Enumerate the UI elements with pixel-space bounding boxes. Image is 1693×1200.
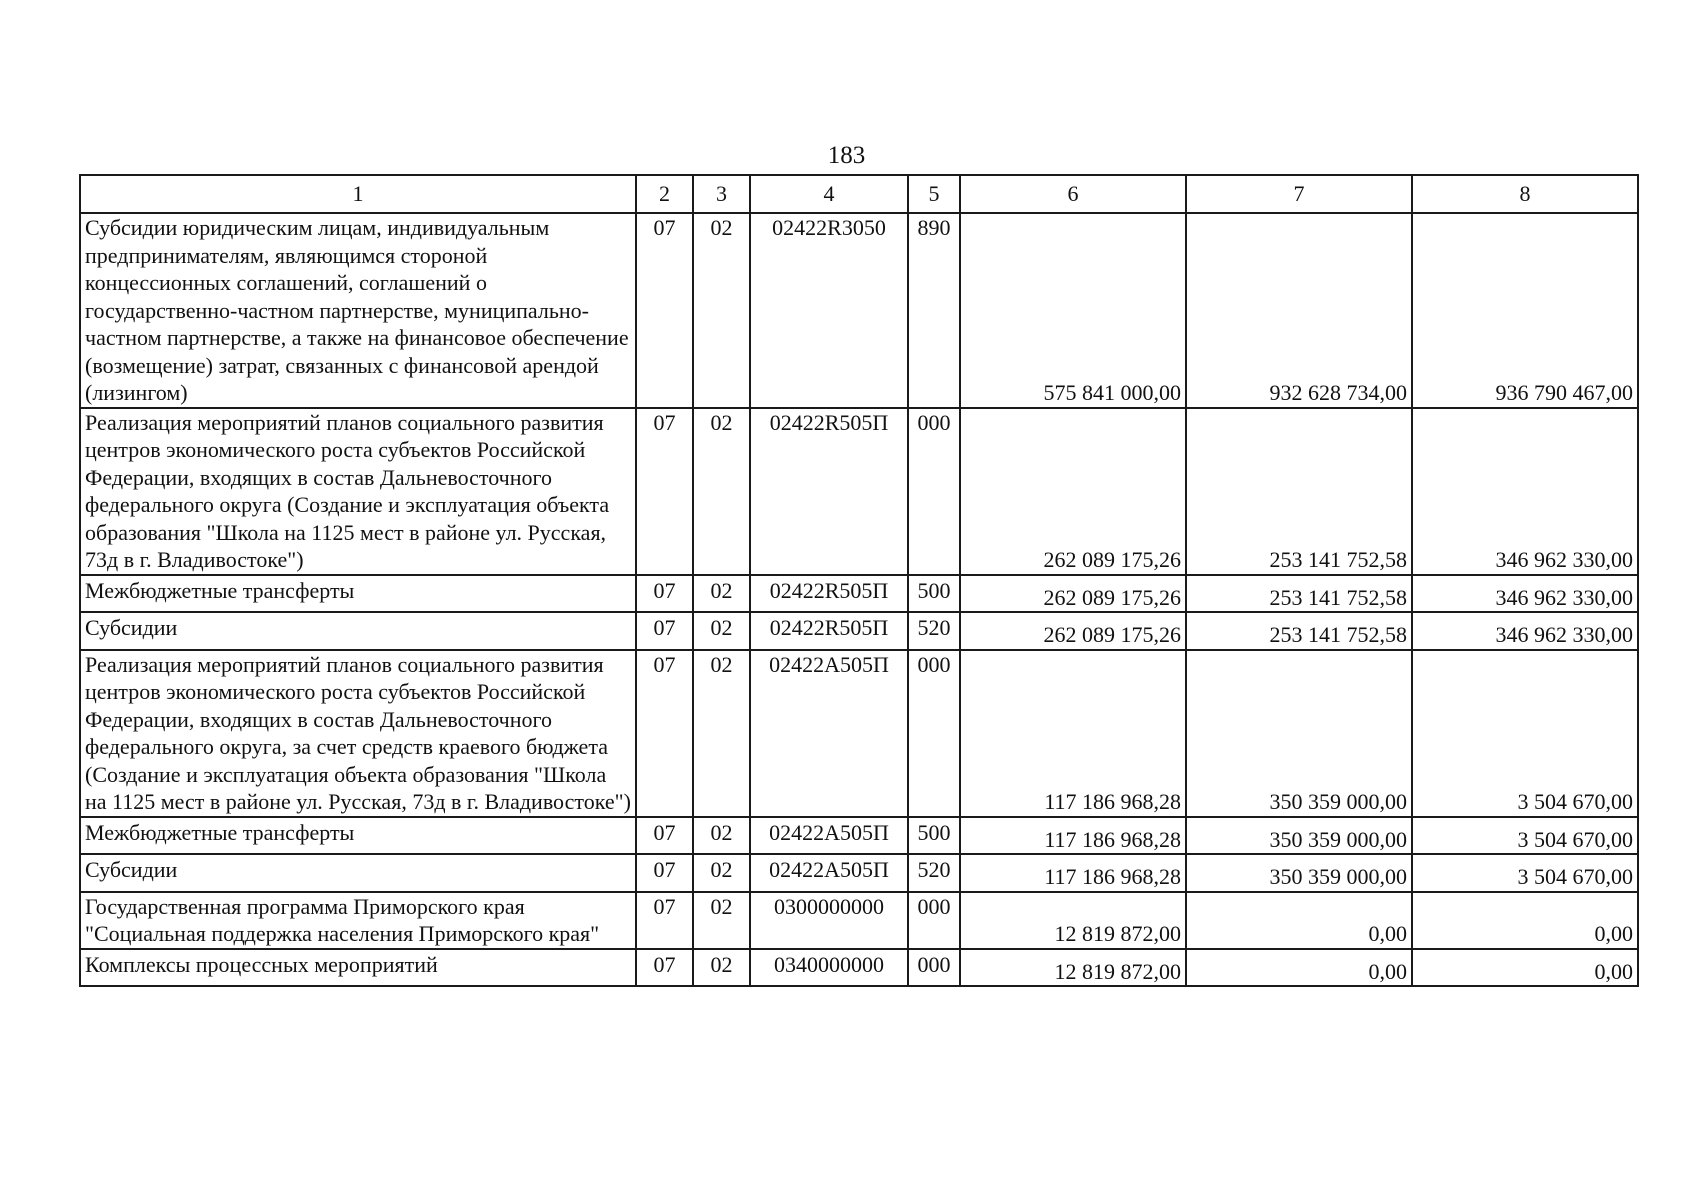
section-code: 07 (636, 575, 693, 613)
subsection-code: 02 (693, 575, 750, 613)
amount-col7: 253 141 752,58 (1186, 575, 1412, 613)
header-cell: 4 (750, 175, 908, 213)
amount-col8: 3 504 670,00 (1412, 854, 1638, 892)
target-article-code: 02422А505П (750, 650, 908, 817)
expense-type-code: 890 (908, 213, 960, 408)
page-number: 183 (827, 142, 866, 169)
amount-col7: 350 359 000,00 (1186, 854, 1412, 892)
header-cell: 5 (908, 175, 960, 213)
expense-type-code: 000 (908, 892, 960, 949)
subsection-code: 02 (693, 650, 750, 817)
amount-col8: 346 962 330,00 (1412, 575, 1638, 613)
table-row (80, 892, 1638, 949)
header-cell: 8 (1412, 175, 1638, 213)
amount-col8: 346 962 330,00 (1412, 612, 1638, 650)
expense-type-code: 000 (908, 650, 960, 817)
subsection-code: 02 (693, 817, 750, 855)
row-description: Субсидии (80, 854, 636, 892)
amount-col7: 932 628 734,00 (1186, 213, 1412, 408)
amount-col6: 12 819 872,00 (960, 949, 1186, 987)
row-description: Государственная программа Приморского края "Социальная поддержка населения Приморского края" (80, 892, 636, 949)
amount-col6: 117 186 968,28 (960, 854, 1186, 892)
row-description: Межбюджетные трансферты (80, 575, 636, 613)
table-row (80, 612, 1638, 650)
section-code: 07 (636, 854, 693, 892)
header-cell: 7 (1186, 175, 1412, 213)
subsection-code: 02 (693, 408, 750, 575)
target-article-code: 02422R505П (750, 408, 908, 575)
section-code: 07 (636, 949, 693, 987)
amount-col6: 12 819 872,00 (960, 892, 1186, 949)
subsection-code: 02 (693, 854, 750, 892)
table-row (80, 213, 1638, 408)
target-article-code: 02422R3050 (750, 213, 908, 408)
header-row (80, 175, 1638, 213)
target-article-code: 0300000000 (750, 892, 908, 949)
subsection-code: 02 (693, 892, 750, 949)
row-description: Субсидии юридическим лицам, индивидуальным предпринимателям, являющимся стороной концессионных соглашений, соглашений о государственно-частном партнерстве, муниципально-частном партнерстве, а также на финансовое обеспечение (возмещение) затрат, связанных с финансовой арендой (лизингом) (80, 213, 636, 408)
section-code: 07 (636, 817, 693, 855)
amount-col8: 936 790 467,00 (1412, 213, 1638, 408)
amount-col6: 262 089 175,26 (960, 575, 1186, 613)
amount-col7: 253 141 752,58 (1186, 612, 1412, 650)
row-description: Межбюджетные трансферты (80, 817, 636, 855)
amount-col6: 117 186 968,28 (960, 650, 1186, 817)
subsection-code: 02 (693, 612, 750, 650)
table-row (80, 650, 1638, 817)
row-description: Комплексы процессных мероприятий (80, 949, 636, 987)
amount-col8: 0,00 (1412, 949, 1638, 987)
expense-type-code: 500 (908, 817, 960, 855)
amount-col8: 0,00 (1412, 892, 1638, 949)
target-article-code: 0340000000 (750, 949, 908, 987)
amount-col8: 3 504 670,00 (1412, 650, 1638, 817)
amount-col6: 117 186 968,28 (960, 817, 1186, 855)
amount-col8: 3 504 670,00 (1412, 817, 1638, 855)
target-article-code: 02422А505П (750, 817, 908, 855)
header-cell: 1 (80, 175, 636, 213)
section-code: 07 (636, 650, 693, 817)
amount-col6: 262 089 175,26 (960, 408, 1186, 575)
amount-col7: 350 359 000,00 (1186, 650, 1412, 817)
amount-col7: 0,00 (1186, 949, 1412, 987)
row-description: Реализация мероприятий планов социального развития центров экономического роста субъектов Российской Федерации, входящих в состав Дальневосточного федерального округа (Создание и эксплуатация объекта образования "Школа на 1125 мест в районе ул. Русская, 73д в г. Владивостоке") (80, 408, 636, 575)
amount-col6: 262 089 175,26 (960, 612, 1186, 650)
amount-col6: 575 841 000,00 (960, 213, 1186, 408)
table-row (80, 408, 1638, 575)
header-cell: 3 (693, 175, 750, 213)
section-code: 07 (636, 213, 693, 408)
subsection-code: 02 (693, 949, 750, 987)
header-cell: 2 (636, 175, 693, 213)
section-code: 07 (636, 892, 693, 949)
table-row (80, 854, 1638, 892)
amount-col8: 346 962 330,00 (1412, 408, 1638, 575)
amount-col7: 253 141 752,58 (1186, 408, 1412, 575)
expense-type-code: 000 (908, 949, 960, 987)
section-code: 07 (636, 612, 693, 650)
subsection-code: 02 (693, 213, 750, 408)
expense-type-code: 520 (908, 612, 960, 650)
amount-col7: 0,00 (1186, 892, 1412, 949)
table-row (80, 575, 1638, 613)
target-article-code: 02422R505П (750, 612, 908, 650)
expense-type-code: 000 (908, 408, 960, 575)
expense-type-code: 520 (908, 854, 960, 892)
header-cell: 6 (960, 175, 1186, 213)
target-article-code: 02422А505П (750, 854, 908, 892)
table-row (80, 817, 1638, 855)
amount-col7: 350 359 000,00 (1186, 817, 1412, 855)
table-row (80, 949, 1638, 987)
section-code: 07 (636, 408, 693, 575)
row-description: Реализация мероприятий планов социального развития центров экономического роста субъектов Российской Федерации, входящих в состав Дальневосточного федерального округа, за счет средств краевого бюджета (Создание и эксплуатация объекта образования "Школа на 1125 мест в районе ул. Русская, 73д в г. Владивостоке") (80, 650, 636, 817)
budget-table (79, 174, 1639, 987)
row-description: Субсидии (80, 612, 636, 650)
target-article-code: 02422R505П (750, 575, 908, 613)
expense-type-code: 500 (908, 575, 960, 613)
